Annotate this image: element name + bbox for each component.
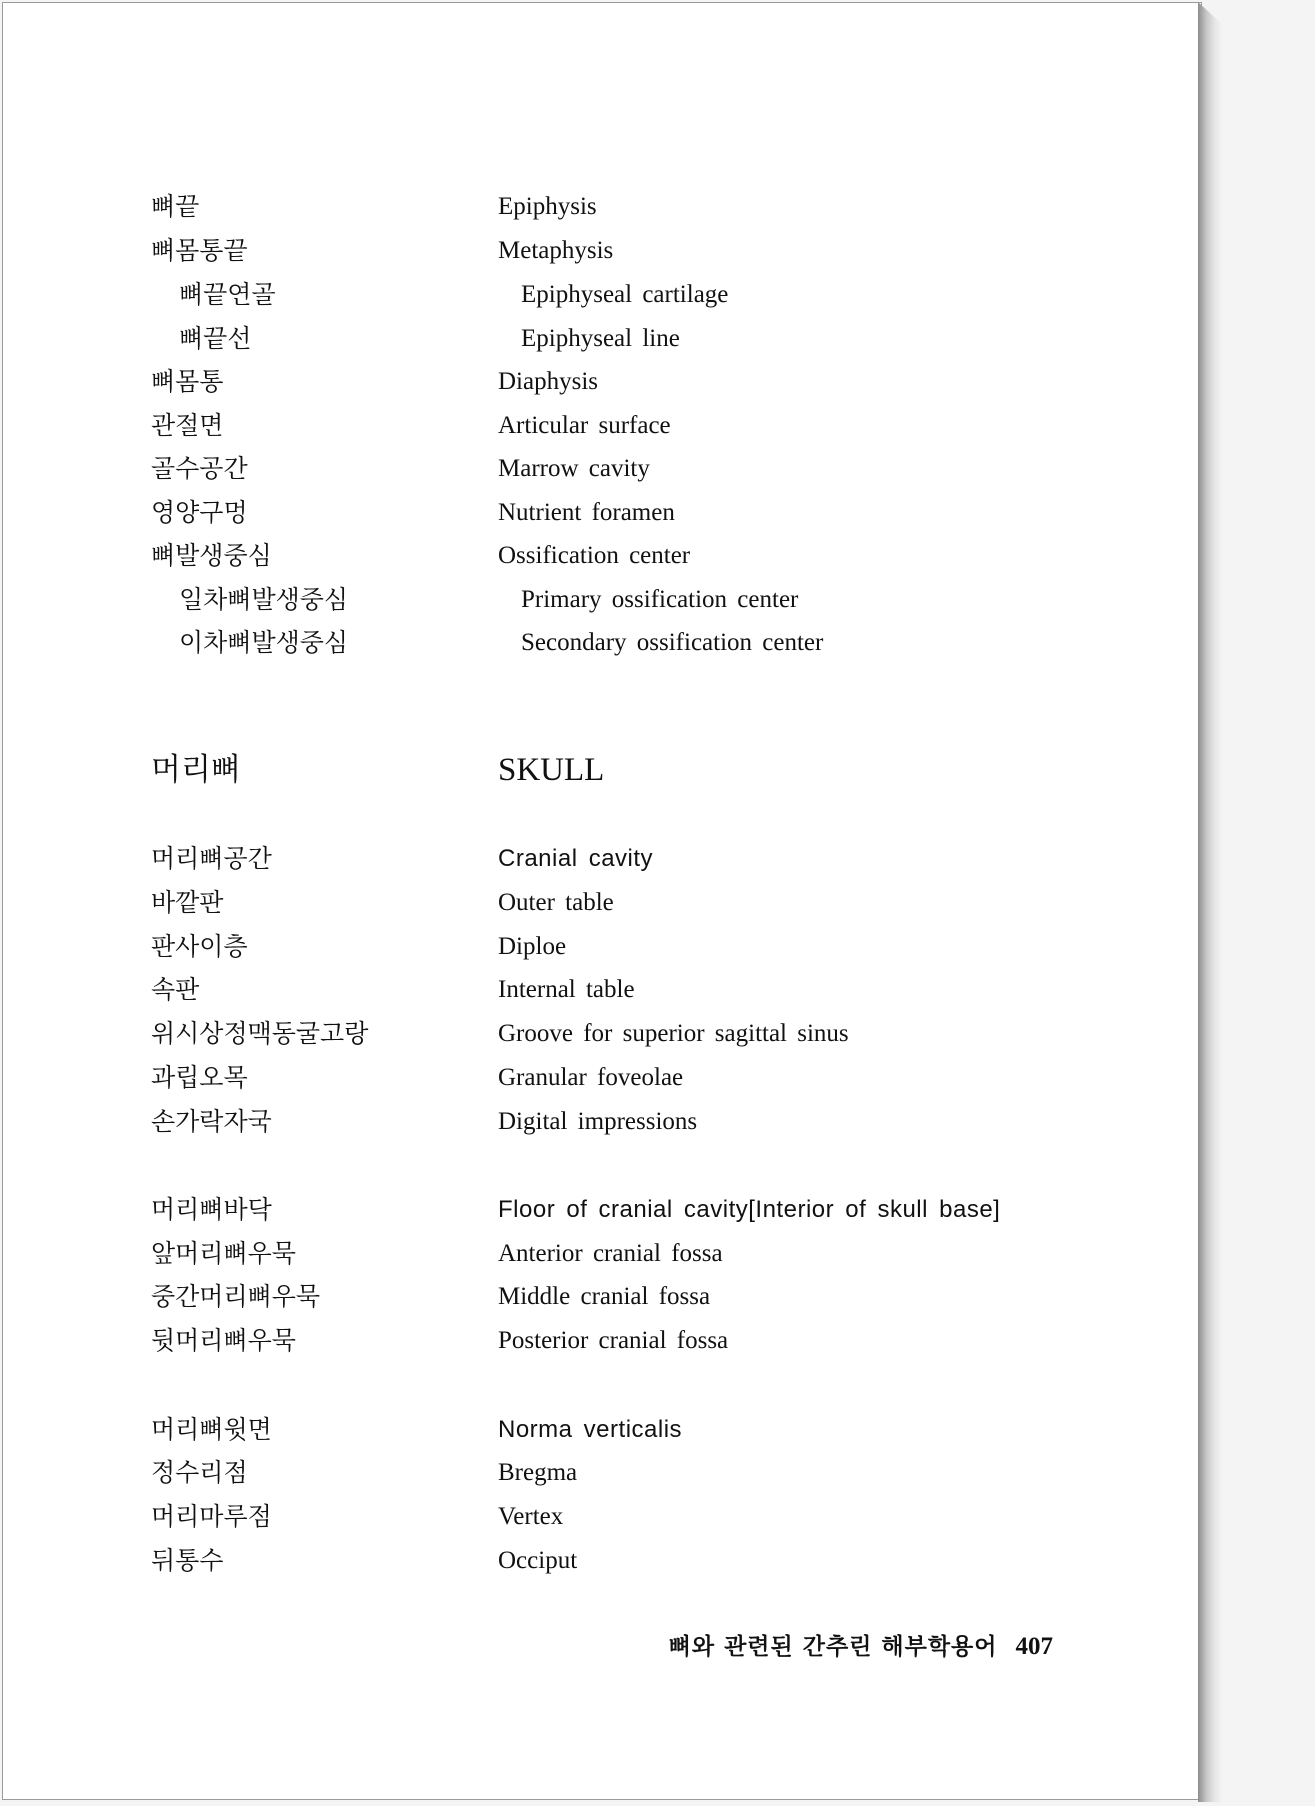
korean-term: 뼈끝선	[179, 324, 252, 353]
english-term: Cranial cavity	[498, 845, 654, 872]
english-term: Primary ossification center	[521, 586, 799, 613]
korean-term: 머리뼈공간	[151, 844, 272, 873]
term-row	[3, 187, 1203, 227]
korean-term: 과립오목	[151, 1063, 248, 1092]
korean-term: 뒷머리뼈우묵	[151, 1326, 296, 1355]
korean-term: 뼈몸통끝	[151, 236, 248, 265]
running-footer-title: 뼈와 관련된 간추린 해부학용어	[668, 1634, 998, 1660]
term-row	[3, 231, 1203, 271]
term-row	[3, 1453, 1203, 1493]
term-row	[3, 319, 1203, 359]
term-row	[3, 970, 1203, 1010]
section-title-korean: 머리뼈	[151, 752, 241, 788]
english-term: Bregma	[498, 1459, 578, 1486]
page-footer	[3, 1627, 1053, 1667]
page-number: 407	[1015, 1633, 1053, 1660]
english-term: Anterior cranial fossa	[498, 1240, 723, 1267]
term-row	[3, 623, 1203, 663]
term-row	[3, 1234, 1203, 1274]
page-edge-shadow	[1198, 2, 1222, 1802]
korean-term: 뼈몸통	[151, 367, 224, 396]
korean-term: 뼈끝연골	[179, 280, 276, 309]
korean-term: 골수공간	[151, 454, 248, 483]
english-term: Groove for superior sagittal sinus	[498, 1020, 849, 1047]
korean-term: 일차뼈발생중심	[179, 585, 349, 614]
term-row	[3, 580, 1203, 620]
document-page	[2, 2, 1202, 1800]
term-row	[3, 883, 1203, 923]
term-row	[3, 1058, 1203, 1098]
term-row	[3, 536, 1203, 576]
english-term: Metaphysis	[498, 237, 614, 264]
english-term: Norma verticalis	[498, 1416, 683, 1443]
term-row	[3, 275, 1203, 315]
korean-term: 뒤통수	[151, 1546, 224, 1575]
term-row	[3, 1321, 1203, 1361]
korean-term: 영양구멍	[151, 498, 248, 527]
korean-term: 손가락자국	[151, 1107, 272, 1136]
english-term: Granular foveolae	[498, 1064, 684, 1091]
term-row	[3, 493, 1203, 533]
term-row	[3, 1014, 1203, 1054]
term-row	[3, 927, 1203, 967]
english-term: Digital impressions	[498, 1108, 698, 1135]
korean-term: 정수리점	[151, 1458, 248, 1487]
term-row	[3, 1190, 1203, 1230]
term-row	[3, 1102, 1203, 1142]
term-row	[3, 1541, 1203, 1581]
english-term: Occiput	[498, 1547, 578, 1574]
english-term: Internal table	[498, 976, 635, 1003]
term-row	[3, 1277, 1203, 1317]
korean-term: 중간머리뼈우묵	[151, 1282, 321, 1311]
korean-term: 판사이층	[151, 932, 248, 961]
term-row	[3, 406, 1203, 446]
term-row	[3, 839, 1203, 879]
english-term: Diaphysis	[498, 368, 598, 395]
english-term: Floor of cranial cavity[Interior of skull base]	[498, 1196, 1001, 1223]
english-term: Nutrient foramen	[498, 499, 675, 526]
english-term: Outer table	[498, 889, 614, 916]
english-term: Diploe	[498, 933, 567, 960]
section-title-english: SKULL	[498, 752, 605, 788]
english-term: Vertex	[498, 1503, 564, 1530]
korean-term: 이차뼈발생중심	[179, 628, 349, 657]
korean-term: 머리뼈윗면	[151, 1415, 272, 1444]
korean-term: 위시상정맥동굴고랑	[151, 1019, 369, 1048]
term-row	[3, 1410, 1203, 1450]
term-row	[3, 449, 1203, 489]
korean-term: 관절면	[151, 411, 224, 440]
english-term: Posterior cranial fossa	[498, 1327, 729, 1354]
korean-term: 속판	[151, 975, 200, 1004]
term-row	[3, 1497, 1203, 1537]
english-term: Middle cranial fossa	[498, 1283, 711, 1310]
korean-term: 뼈끝	[151, 192, 200, 221]
english-term: Articular surface	[498, 412, 671, 439]
section-heading	[3, 745, 1203, 795]
english-term: Epiphyseal cartilage	[521, 281, 729, 308]
korean-term: 머리마루점	[151, 1502, 272, 1531]
korean-term: 뼈발생중심	[151, 541, 272, 570]
korean-term: 앞머리뼈우묵	[151, 1239, 296, 1268]
english-term: Epiphyseal line	[521, 325, 680, 352]
english-term: Marrow cavity	[498, 455, 650, 482]
term-row	[3, 362, 1203, 402]
korean-term: 머리뼈바닥	[151, 1195, 272, 1224]
english-term: Ossification center	[498, 542, 691, 569]
english-term: Epiphysis	[498, 193, 597, 220]
english-term: Secondary ossification center	[521, 629, 824, 656]
korean-term: 바깥판	[151, 888, 224, 917]
